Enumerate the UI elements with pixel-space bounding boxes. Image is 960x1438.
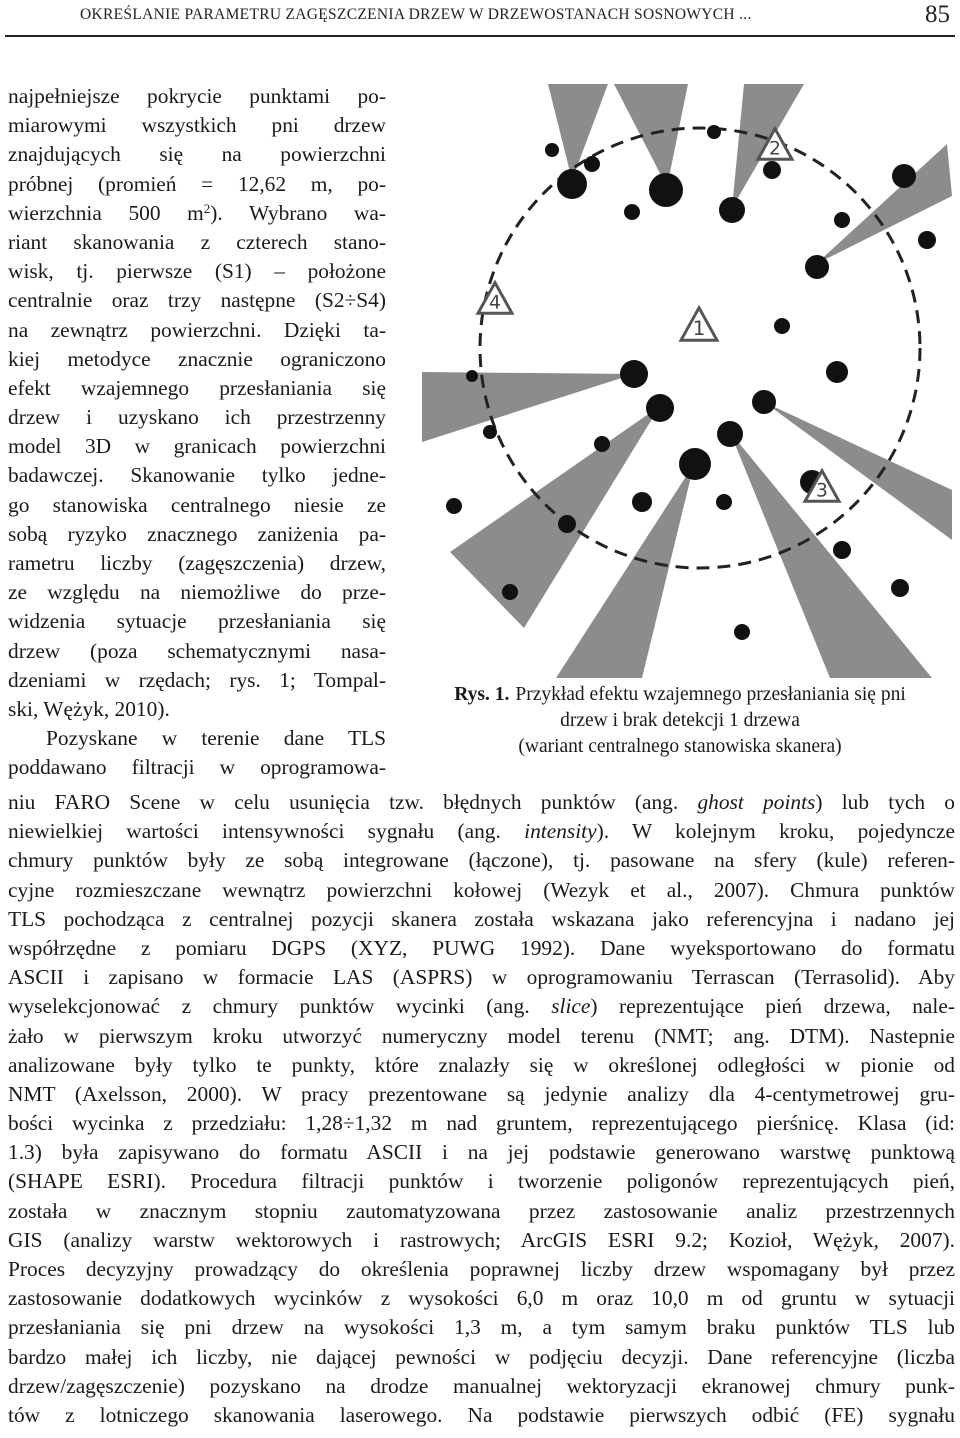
- tree-stem-marker: [545, 143, 559, 157]
- text-line: efekt wzajemnego przesłaniania się: [8, 375, 386, 400]
- tree-stem-marker: [716, 494, 732, 510]
- text-line: chmury punktów były ze sobą integrowane (łączone), tj. pasowane na sfery (kule) referen-: [8, 848, 955, 873]
- tree-stem-marker: [717, 421, 743, 447]
- text-line: GIS (analizy warstw wektorowych i rastrowych; ArcGIS ESRI 9.2; Kozioł, Wężyk, 2007).: [8, 1227, 955, 1252]
- text-line: [8, 199, 386, 228]
- caption-line: drzew i brak detekcji 1 drzewa: [560, 710, 800, 731]
- tree-stem-marker: [679, 448, 711, 480]
- text-line: Pozyskane w terenie dane TLS: [46, 726, 386, 751]
- occlusion-shadow: [614, 84, 688, 187]
- scan-occlusion-figure: [412, 72, 960, 678]
- text-line: drzew/zagęszczenie) pozyskano na drodze manualnej wektoryzacji ekranowej chmury punk-: [8, 1373, 955, 1398]
- text-line: (SHAPE ESRI). Procedura filtracji punktów i tworzenie poligonów reprezentujących pień,: [8, 1169, 955, 1194]
- tree-stem-marker: [624, 204, 640, 220]
- text-line: TLS pochodząca z centralnej pozycji skanera została wskazana jako referencyjna i nadano jej: [8, 906, 955, 931]
- text-line: riant skanowania z czterech stano-: [8, 229, 386, 254]
- text-segment: ) reprezentujące pień drzewa, nale-: [590, 994, 955, 1019]
- italic-term: intensity: [524, 819, 597, 844]
- text-segment: ) lub tych o: [815, 790, 955, 814]
- text-line: bardzo małej ich liczby, nie dającej pewności w podjęciu decyzji. Dane referencyjne (liczba: [8, 1344, 955, 1369]
- text-line: ASCII i zapisano w formacie LAS (ASPRS) w oprogramowaniu Terrascan (Terrasolid). Aby: [8, 965, 955, 990]
- tree-stem-marker: [502, 584, 518, 600]
- tree-stem-marker: [826, 361, 848, 383]
- text-line: przesłaniania się pni drzew na wysokości 1,3 m, a tym samym braku punktów TLS lub: [8, 1315, 955, 1340]
- text-line: ski, Wężyk, 2010).: [8, 696, 170, 721]
- tree-stem-marker: [620, 360, 648, 388]
- tree-stem-marker: [446, 498, 462, 514]
- text-segment: niewielkiej wartości intensywności sygnału (ang.: [8, 819, 525, 844]
- caption-line: [400, 682, 960, 708]
- tree-stem-marker: [649, 173, 683, 207]
- tree-stem-marker: [774, 318, 790, 334]
- page-number: 85: [925, 1, 950, 28]
- running-title: OKREŚLANIE PARAMETRU ZAGĘSZCZENIA DRZEW W DRZEWOSTANACH SOSNOWYCH ...: [80, 6, 752, 23]
- text-line: Proces decyzyjny prowadzący do określenia poprawnej liczby drzew wspomagany był przez: [8, 1257, 955, 1281]
- text-line: badawczej. Skanowanie tylko jedne-: [8, 463, 386, 488]
- tree-stem-marker: [805, 255, 829, 279]
- text-line: drzew (poza schematycznymi nasa-: [8, 638, 386, 663]
- caption-label: Rys. 1.: [454, 684, 510, 705]
- station-number: 4: [489, 292, 501, 314]
- text-line: go stanowiska centralnego niesie ze: [8, 492, 386, 517]
- text-line: sobą ryzyko znacznego zaniżenia pa-: [8, 521, 386, 546]
- text-line: poddawano filtracji w oprogramowa-: [8, 755, 386, 780]
- tree-stem-marker: [557, 169, 587, 199]
- italic-term: slice: [551, 994, 591, 1019]
- scanner-station-marker: [681, 308, 717, 340]
- text-line: dzeniami w rzędach; rys. 1; Tompal-: [8, 667, 386, 692]
- text-segment: ). W kolejnym kroku, pojedyncze: [596, 819, 956, 844]
- left-column-text: [8, 82, 386, 783]
- caption-text: Przykład efektu wzajemnego przesłaniania się pni: [515, 684, 906, 705]
- caption-line: (wariant centralnego stanowiska skanera): [518, 736, 842, 757]
- station-number: 2: [769, 138, 781, 160]
- occlusion-shadows: [422, 84, 952, 678]
- tree-stem-marker: [594, 436, 610, 452]
- text-line: 1.3) była zapisywano do formatu ASCII i na jej podstawie generowano warstwę punktową: [8, 1140, 955, 1165]
- tree-stem-marker: [707, 125, 721, 139]
- text-line: widzenia sytuacje przesłaniania się: [8, 609, 386, 634]
- tree-stem-marker: [752, 390, 776, 414]
- text-line: zastosowanie dodatkowych wycinków z wysokości 6,0 m oraz 10,0 m od gruntu w sytuacji: [8, 1286, 955, 1311]
- station-number: 3: [816, 480, 828, 502]
- text-line: została w znacznym stopniu zautomatyzowana przez zastosowanie analiz przestrzennych: [8, 1198, 955, 1223]
- text-segment: niu FARO Scene w celu usunięcia tzw. błędnych punktów (ang.: [8, 790, 698, 814]
- figure-caption: [400, 682, 960, 760]
- text-line: cyjne rozmieszczane wewnątrz powierzchni kołowej (Wezyk et al., 2007). Chmura punktów: [8, 877, 955, 902]
- text-line: ze względu na niemożliwe do prze-: [8, 580, 386, 605]
- text-line: bości wycinka z przedziału: 1,28÷1,32 m nad gruntem, reprezentującego pierśnicę. Klasa (id:: [8, 1111, 955, 1136]
- tree-stem-marker: [892, 164, 916, 188]
- tree-stem-marker: [834, 212, 850, 228]
- tree-stem-marker: [833, 541, 851, 559]
- text-line: model 3D w granicach powierzchni: [8, 434, 386, 459]
- tree-stem-marker: [719, 197, 745, 223]
- tree-stem-marker: [483, 425, 497, 439]
- tree-stem-marker: [466, 370, 478, 382]
- tree-stem-marker: [734, 624, 750, 640]
- station-number: 1: [692, 317, 706, 341]
- tree-stem-marker: [584, 156, 600, 172]
- text-line: [8, 788, 955, 817]
- tree-stem-marker: [558, 515, 576, 533]
- text-line: żało w pierwszym kroku utworzyć numeryczny model terenu (NMT; ang. DTM). Nastepnie: [8, 1023, 955, 1048]
- text-line: tów z lotniczego skanowania laserowego. Na podstawie pierwszych odbić (FE) sygnału: [8, 1402, 955, 1427]
- italic-term: ghost points: [697, 790, 816, 814]
- text-line: analizowane były tylko te punkty, które znalazły się w określonej odległości w pionie od: [8, 1052, 955, 1077]
- tree-stem-marker: [763, 161, 781, 179]
- tree-stem-marker: [918, 231, 936, 249]
- text-line: drzew i uzyskano ich przestrzenny: [8, 405, 386, 430]
- text-line: znajdujących się na powierzchni: [8, 142, 386, 167]
- text-line: [8, 817, 955, 846]
- text-segment: wyselekcjonować z chmury punktów wycinki (ang.: [8, 994, 552, 1019]
- text-line: próbnej (promień = 12,62 m, po-: [8, 171, 386, 196]
- text-line: NMT (Axelsson, 2000). W pracy prezentowane są jedynie analizy dla 4-centymetrowej gru-: [8, 1081, 955, 1106]
- text-segment: wierzchnia 500 m: [8, 200, 204, 225]
- text-line: współrzędne z pomiaru DGPS (XYZ, PUWG 1992). Dane wyeksportowano do formatu: [8, 935, 955, 960]
- occlusion-shadow: [422, 372, 634, 442]
- header-rule: [5, 35, 955, 37]
- tree-stem-marker: [632, 492, 652, 512]
- text-line: najpełniejsze pokrycie punktami po-: [8, 84, 386, 108]
- scanner-station-marker: [478, 283, 512, 314]
- text-line: rametru liczby (zagęszczenia) drzew,: [8, 551, 386, 575]
- full-width-text: [8, 788, 955, 1430]
- text-line: wisk, tj. pierwsze (S1) – położone: [8, 259, 386, 284]
- text-line: kiej metodyce znacznie ograniczono: [8, 346, 386, 371]
- text-line: [8, 992, 955, 1021]
- text-line: miarowymi wszystkich pni drzew: [8, 113, 386, 138]
- tree-stem-marker: [646, 394, 674, 422]
- text-segment: ). Wybrano wa-: [210, 200, 386, 225]
- text-line: na zewnątrz powierzchni. Dzięki ta-: [8, 317, 386, 342]
- tree-stem-marker: [891, 579, 909, 597]
- superscript: 2: [203, 200, 211, 216]
- text-line: centralnie oraz trzy następne (S2÷S4): [8, 288, 386, 313]
